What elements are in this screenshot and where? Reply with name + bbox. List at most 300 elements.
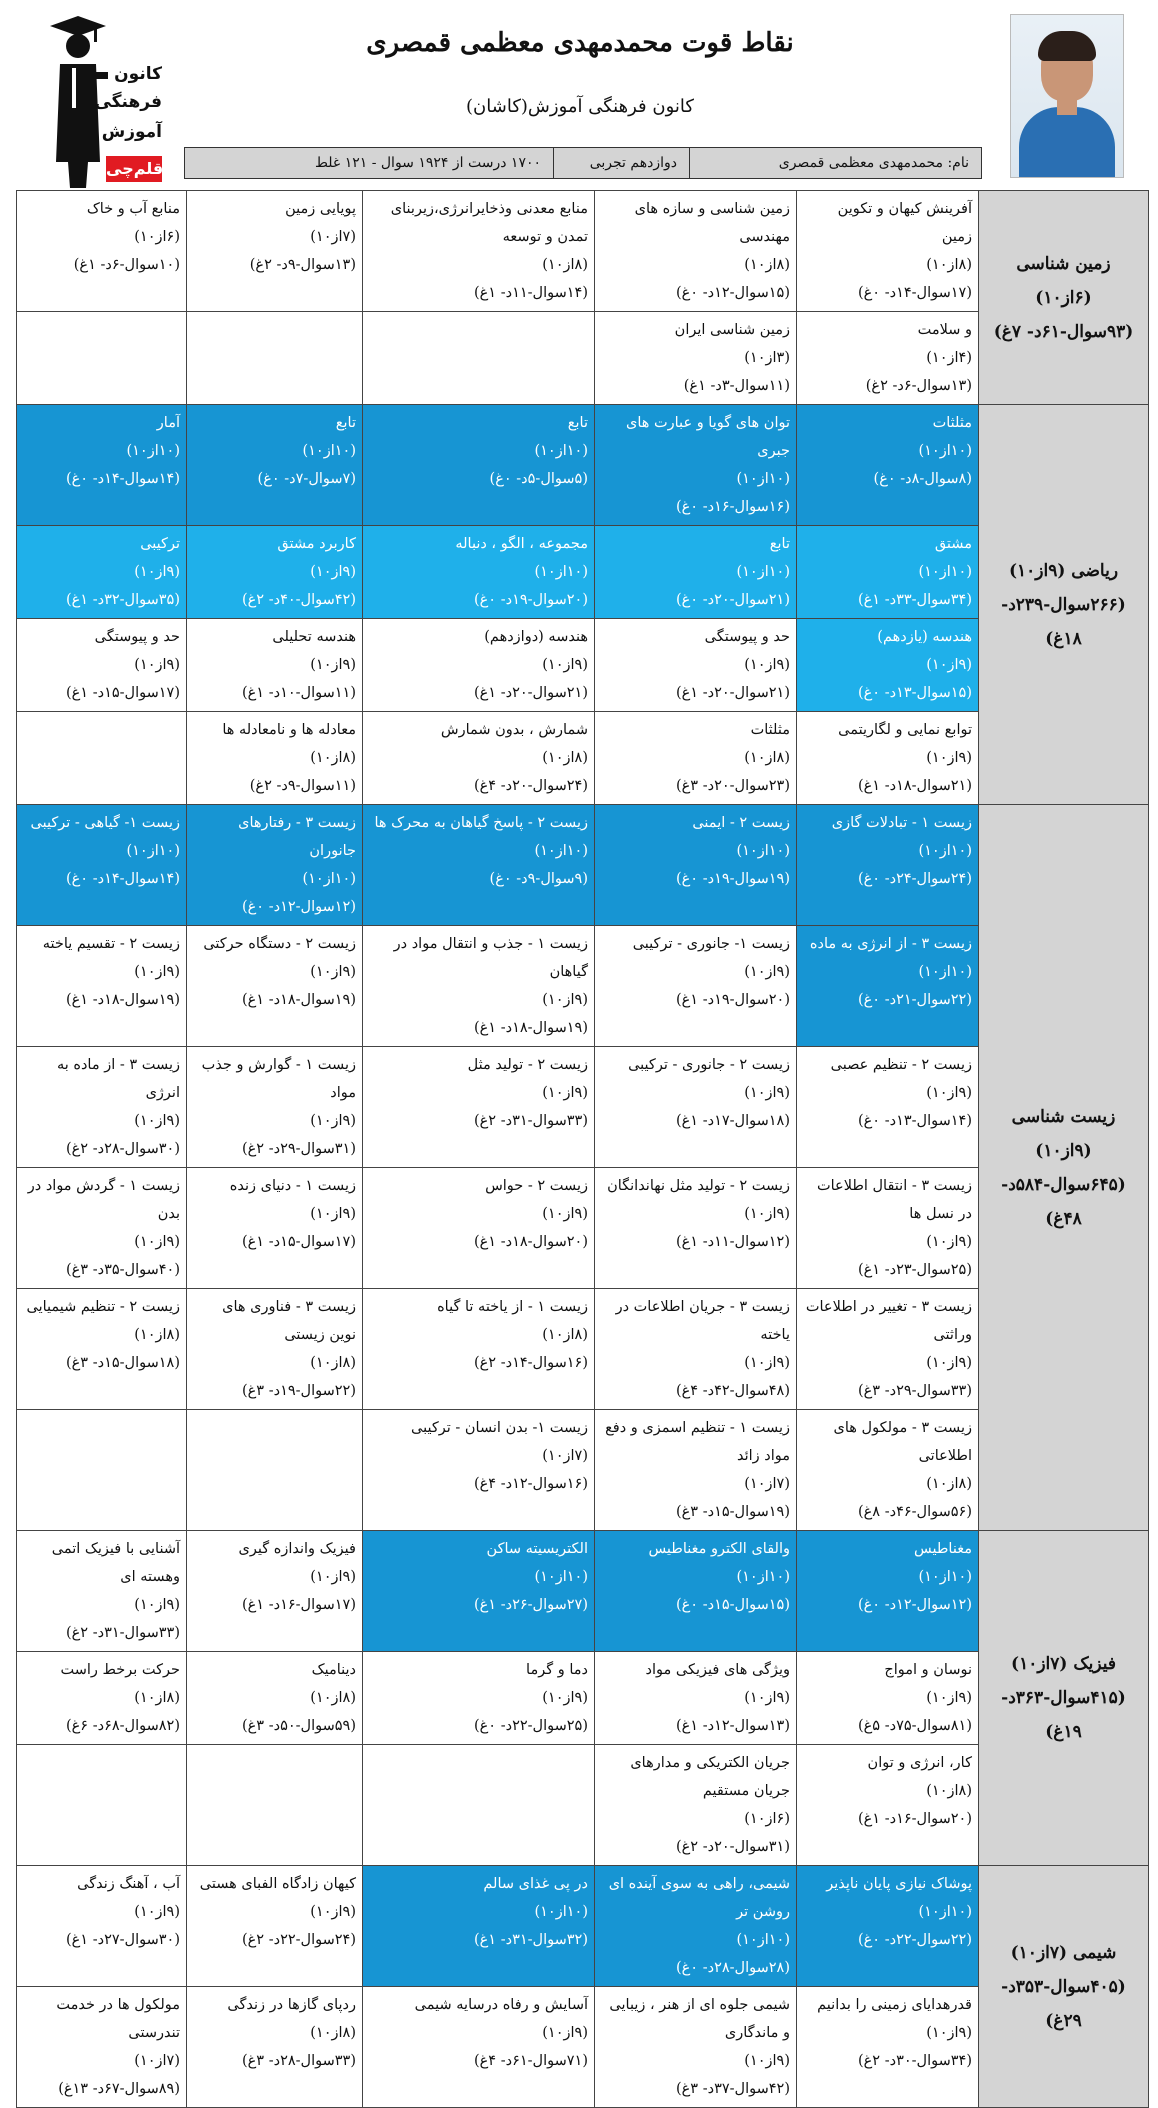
topic-name: زیست ۱ - تبادلات گازی — [831, 815, 972, 831]
topic-cell — [17, 926, 187, 1047]
topic-cell — [797, 1047, 979, 1168]
topic-score: (۹از۱۰) — [926, 2025, 972, 2041]
topic-name: قدرهدایای زمینی را بدانیم — [817, 1997, 972, 2013]
topic-score: (۹از۱۰) — [744, 1206, 790, 1222]
empty-cell — [187, 312, 363, 405]
topic-questions: (۴۲سوال-۳۷د- ۳غ) — [675, 2081, 790, 2097]
topic-cell — [595, 926, 797, 1047]
topic-questions: (۷سوال-۷د- ۰غ) — [257, 471, 356, 487]
topic-cell — [17, 1987, 187, 2108]
topic-name: شیمی جلوه ای از هنر ، زیبایی و ماندگاری — [609, 1997, 790, 2041]
topic-name: تابع — [567, 415, 588, 431]
topic-name: هندسه تحلیلی — [272, 629, 356, 645]
page-title: نقاط قوت محمدمهدی معظمی قمصری — [366, 28, 794, 58]
topic-name: شیمی، راهی به سوی آینده ای روشن تر — [608, 1876, 790, 1920]
subject-stats: (۲۶۶سوال-۲۳۹د- ۱۸غ) — [1001, 594, 1126, 649]
topic-name: زیست ۳ - فناوری های نوین زیستی — [222, 1299, 356, 1343]
topic-cell — [187, 1652, 363, 1745]
topic-questions: (۲۴سوال-۲۰د- ۴غ) — [473, 778, 588, 794]
topic-questions: (۱۳سوال-۶د- ۲غ) — [865, 378, 972, 394]
topic-questions: (۱۹سوال-۱۸د- ۱غ) — [65, 992, 180, 1008]
topic-questions: (۱۲سوال-۱۲د- ۰غ) — [241, 899, 356, 915]
topic-score: (۹از۱۰) — [310, 1206, 356, 1222]
topic-questions: (۲۱سوال-۲۰د- ۱غ) — [473, 685, 588, 701]
topic-name: پویایی زمین — [285, 201, 356, 217]
topic-score: (۹از۱۰) — [744, 1085, 790, 1101]
topic-name: آسایش و رفاه درسایه شیمی — [414, 1997, 588, 2013]
subject-name: ریاضی (۹از۱۰) — [1008, 560, 1119, 581]
topic-questions: (۴۲سوال-۴۰د- ۲غ) — [241, 592, 356, 608]
topic-score: (۱۰از۱۰) — [918, 964, 972, 980]
topic-questions: (۵سوال-۵د- ۰غ) — [489, 471, 588, 487]
topic-name: آب ، آهنگ زندگی — [77, 1876, 180, 1892]
topic-name: معادله ها و نامعادله ها — [222, 722, 356, 738]
table-row — [17, 191, 1149, 312]
topic-score: (۹از۱۰) — [542, 2025, 588, 2041]
subject-stats: (۹۳سوال-۶۱د- ۷غ) — [993, 321, 1134, 342]
topic-cell — [595, 712, 797, 805]
topic-questions: (۱۵سوال-۱۵د- ۰غ) — [675, 1597, 790, 1613]
topic-cell — [595, 526, 797, 619]
topic-cell — [187, 526, 363, 619]
topic-score: (۷از۱۰) — [542, 1448, 588, 1464]
topic-cell — [595, 1987, 797, 2108]
topic-cell — [595, 1745, 797, 1866]
topic-score: (۸از۱۰) — [542, 257, 588, 273]
topic-name: زیست ۲ - دستگاه حرکتی — [203, 936, 356, 952]
topic-cell — [17, 1531, 187, 1652]
empty-cell — [363, 1745, 595, 1866]
topic-score: (۸از۱۰) — [926, 1476, 972, 1492]
topic-cell — [797, 1866, 979, 1987]
subject-header — [979, 805, 1149, 1531]
topic-cell — [595, 405, 797, 526]
topic-questions: (۳۳سوال-۲۹د- ۳غ) — [857, 1383, 972, 1399]
topic-score: (۸از۱۰) — [744, 257, 790, 273]
topic-cell — [595, 191, 797, 312]
topic-questions: (۱۴سوال-۱۴د- ۰غ) — [65, 871, 180, 887]
topic-name: زمین شناسی ایران — [674, 322, 790, 338]
topic-questions: (۲۸سوال-۲۸د- ۰غ) — [675, 1960, 790, 1976]
topic-questions: (۳۳سوال-۲۸د- ۳غ) — [241, 2053, 356, 2069]
topic-questions: (۲۰سوال-۱۶د- ۱غ) — [857, 1811, 972, 1827]
topic-cell — [187, 619, 363, 712]
topic-questions: (۳۰سوال-۲۸د- ۲غ) — [65, 1141, 180, 1157]
topic-name: آفرینش کیهان و تکوین زمین — [837, 201, 972, 245]
topic-name: منابع آب و خاک — [86, 201, 180, 217]
topic-score: (۹از۱۰) — [310, 657, 356, 673]
topic-questions: (۲۱سوال-۲۰د- ۱غ) — [675, 685, 790, 701]
topic-score: (۹از۱۰) — [134, 1904, 180, 1920]
topic-questions: (۱۸سوال-۱۵د- ۳غ) — [65, 1355, 180, 1371]
topic-cell — [595, 1410, 797, 1531]
topic-cell — [187, 1531, 363, 1652]
table-row — [17, 1531, 1149, 1652]
topic-cell — [363, 1866, 595, 1987]
topic-cell — [363, 1168, 595, 1289]
report-header — [0, 0, 1158, 190]
topic-cell — [595, 805, 797, 926]
topic-name: زیست ۱- بدن انسان - ترکیبی — [411, 1420, 588, 1436]
student-info-bar — [184, 147, 982, 179]
topic-name: زیست ۲ - ایمنی — [692, 815, 790, 831]
topic-score: (۱۰از۱۰) — [126, 843, 180, 859]
topic-questions: (۲۰سوال-۱۹د- ۰غ) — [473, 592, 588, 608]
topic-score: (۹از۱۰) — [744, 2053, 790, 2069]
topic-questions: (۸سوال-۸د- ۰غ) — [873, 471, 972, 487]
topic-name: زیست ۲ - تقسیم یاخته — [42, 936, 180, 952]
topic-cell — [17, 405, 187, 526]
topic-score: (۸از۱۰) — [926, 1783, 972, 1799]
topic-score: (۹از۱۰) — [744, 1690, 790, 1706]
topic-name: زیست ۲ - تنظیم عصبی — [830, 1057, 972, 1073]
topic-cell — [187, 712, 363, 805]
topic-cell — [595, 1047, 797, 1168]
topic-name: فیزیک واندازه گیری — [238, 1541, 356, 1557]
topic-questions: (۱۱سوال-۱۰د- ۱غ) — [241, 685, 356, 701]
topic-questions: (۳۳سوال-۳۱د- ۲غ) — [65, 1625, 180, 1641]
topic-cell — [797, 1531, 979, 1652]
topic-score: (۹از۱۰) — [134, 1597, 180, 1613]
topic-score: (۱۰از۱۰) — [534, 843, 588, 859]
topic-score: (۹از۱۰) — [744, 1355, 790, 1371]
logo-line-3: آموزش — [101, 122, 162, 142]
topic-questions: (۸۹سوال-۶۷د- ۱۳غ) — [58, 2081, 180, 2097]
topic-cell — [17, 1047, 187, 1168]
topic-score: (۱۰از۱۰) — [736, 564, 790, 580]
topic-questions: (۱۶سوال-۱۶د- ۰غ) — [675, 499, 790, 515]
topic-name: زیست ۱- جانوری - ترکیبی — [632, 936, 790, 952]
topic-name: ویژگی های فیزیکی مواد — [645, 1662, 790, 1678]
empty-cell — [363, 312, 595, 405]
topic-cell — [363, 1987, 595, 2108]
topic-score: (۱۰از۱۰) — [302, 871, 356, 887]
topic-score: (۸از۱۰) — [744, 750, 790, 766]
topic-cell — [363, 1531, 595, 1652]
topic-cell — [363, 1047, 595, 1168]
topic-score: (۹از۱۰) — [310, 1113, 356, 1129]
topic-name: در پی غذای سالم — [483, 1876, 588, 1892]
topic-questions: (۱۲سوال-۱۱د- ۱غ) — [675, 1234, 790, 1250]
topic-cell — [187, 926, 363, 1047]
topic-cell — [187, 1047, 363, 1168]
topic-cell — [595, 619, 797, 712]
student-grade: دوازدهم تجربی — [553, 148, 689, 178]
topic-questions: (۱۵سوال-۱۲د- ۰غ) — [675, 285, 790, 301]
topic-score: (۸از۱۰) — [134, 1327, 180, 1343]
topic-cell — [797, 1652, 979, 1745]
page-subtitle: کانون فرهنگی آموزش(کاشان) — [466, 96, 694, 117]
topic-questions: (۱۷سوال-۱۶د- ۱غ) — [241, 1597, 356, 1613]
topic-cell — [17, 191, 187, 312]
student-photo — [1010, 14, 1124, 178]
topic-score: (۱۰از۱۰) — [918, 1904, 972, 1920]
topic-name: زیست ۳ - رفتارهای جانوران — [238, 815, 356, 859]
topic-questions: (۱۷سوال-۱۵د- ۱غ) — [241, 1234, 356, 1250]
empty-cell — [187, 1410, 363, 1531]
topic-score: (۶از۱۰) — [134, 229, 180, 245]
subject-name: شیمی (۷از۱۰) — [1010, 1942, 1117, 1963]
topic-questions: (۱۲سوال-۱۲د- ۰غ) — [857, 1597, 972, 1613]
topic-questions: (۱۹سوال-۱۸د- ۱غ) — [241, 992, 356, 1008]
topic-cell — [17, 1289, 187, 1410]
topic-questions: (۲۴سوال-۲۲د- ۲غ) — [241, 1932, 356, 1948]
topic-questions: (۳۱سوال-۲۹د- ۲غ) — [241, 1141, 356, 1157]
topic-name: شمارش ، بدون شمارش — [440, 722, 588, 738]
subject-header — [979, 1866, 1149, 2108]
topic-name: مغناطیس — [914, 1541, 972, 1557]
topic-name: زیست ۲ - جانوری - ترکیبی — [628, 1057, 790, 1073]
topic-name: پوشاک نیازی پایان ناپذیر — [826, 1876, 972, 1892]
table-row — [17, 405, 1149, 526]
topic-questions: (۳۴سوال-۳۳د- ۱غ) — [857, 592, 972, 608]
topic-score: (۸از۱۰) — [926, 257, 972, 273]
topic-name: مثلثات — [750, 722, 790, 738]
topic-questions: (۱۹سوال-۱۹د- ۰غ) — [675, 871, 790, 887]
topic-questions: (۱۱سوال-۹د- ۲غ) — [249, 778, 356, 794]
topic-questions: (۳۴سوال-۳۰د- ۲غ) — [857, 2053, 972, 2069]
kanoon-logo — [44, 10, 164, 182]
topic-cell — [187, 1289, 363, 1410]
topic-name: زیست ۳ - جریان اطلاعات در یاخته — [615, 1299, 790, 1343]
topic-questions: (۱۱سوال-۳د- ۱غ) — [683, 378, 790, 394]
topic-name: زیست ۱ - گوارش و جذب مواد — [201, 1057, 356, 1101]
topic-questions: (۲۲سوال-۱۹د- ۳غ) — [241, 1383, 356, 1399]
topic-name: ترکیبی — [140, 536, 180, 552]
topic-questions: (۱۸سوال-۱۷د- ۱غ) — [675, 1113, 790, 1129]
topic-questions: (۲۰سوال-۱۸د- ۱غ) — [473, 1234, 588, 1250]
topic-questions: (۵۹سوال-۵۰د- ۳غ) — [241, 1718, 356, 1734]
topic-score: (۳از۱۰) — [744, 350, 790, 366]
topic-questions: (۲۲سوال-۲۱د- ۰غ) — [857, 992, 972, 1008]
topic-name: آمار — [156, 415, 180, 431]
topic-score: (۹از۱۰) — [542, 1206, 588, 1222]
empty-cell — [187, 1745, 363, 1866]
topic-questions: (۴۸سوال-۴۲د- ۴غ) — [675, 1383, 790, 1399]
topic-cell — [363, 405, 595, 526]
topic-score: (۷از۱۰) — [744, 1476, 790, 1492]
topic-score: (۱۰از۱۰) — [534, 1904, 588, 1920]
topic-questions: (۳۱سوال-۲۰د- ۲غ) — [675, 1839, 790, 1855]
subject-header — [979, 1531, 1149, 1866]
topic-score: (۱۰از۱۰) — [918, 443, 972, 459]
topic-questions: (۸۲سوال-۶۸د- ۶غ) — [65, 1718, 180, 1734]
student-name: نام: محمدمهدی معظمی قمصری — [689, 148, 981, 178]
topic-score: (۹از۱۰) — [134, 564, 180, 580]
topic-score: (۱۰از۱۰) — [126, 443, 180, 459]
subject-stats: (۴۱۵سوال-۳۶۳د- ۱۹غ) — [1001, 1688, 1126, 1742]
topic-name: زیست ۱ - دنیای زنده — [229, 1178, 356, 1194]
topic-questions: (۲۳سوال-۲۰د- ۳غ) — [675, 778, 790, 794]
topic-score: (۱۰از۱۰) — [302, 443, 356, 459]
topic-questions: (۲۴سوال-۲۴د- ۰غ) — [857, 871, 972, 887]
topic-questions: (۱۶سوال-۱۴د- ۲غ) — [473, 1355, 588, 1371]
topic-name: زمین شناسی و سازه های مهندسی — [634, 201, 790, 245]
topic-cell — [595, 1531, 797, 1652]
topic-questions: (۱۴سوال-۱۱د- ۱غ) — [473, 285, 588, 301]
topic-name: زیست ۱ - جذب و انتقال مواد در گیاهان — [393, 936, 588, 980]
topic-score: (۸از۱۰) — [310, 750, 356, 766]
topic-name: زیست ۲ - تنظیم شیمیایی — [26, 1299, 180, 1315]
topic-cell — [363, 191, 595, 312]
topic-cell — [363, 926, 595, 1047]
topic-questions: (۳۵سوال-۳۲د- ۱غ) — [65, 592, 180, 608]
subject-stats: (۴۰۵سوال-۳۵۳د- ۲۹غ) — [1001, 1976, 1126, 2031]
topic-cell — [797, 1987, 979, 2108]
topic-questions: (۷۱سوال-۶۱د- ۴غ) — [473, 2053, 588, 2069]
topic-questions: (۱۹سوال-۱۵د- ۳غ) — [675, 1504, 790, 1520]
logo-line-2: فرهنگی — [94, 92, 162, 112]
topic-questions: (۲۰سوال-۱۹د- ۱غ) — [675, 992, 790, 1008]
subject-name: زمین شناسی (۶از۱۰) — [1016, 253, 1111, 308]
topic-questions: (۴۰سوال-۳۵د- ۳غ) — [65, 1262, 180, 1278]
topic-name: زیست ۲ - تولید مثل — [467, 1057, 588, 1073]
topic-score: (۹از۱۰) — [134, 1234, 180, 1250]
topic-score: (۱۰از۱۰) — [534, 564, 588, 580]
topic-cell — [595, 1168, 797, 1289]
topic-name: زیست ۳ - از ماده به انرژی — [56, 1057, 180, 1101]
topic-name: زیست ۱- گیاهی - ترکیبی — [30, 815, 180, 831]
topic-score: (۹از۱۰) — [134, 1113, 180, 1129]
subject-header — [979, 405, 1149, 805]
topic-cell — [363, 712, 595, 805]
topic-questions: (۲۷سوال-۲۶د- ۱غ) — [473, 1597, 588, 1613]
topic-name: زیست ۲ - حواس — [485, 1178, 588, 1194]
topic-name: توابع نمایی و لگاریتمی — [838, 722, 972, 738]
topic-cell — [797, 619, 979, 712]
table-row — [17, 805, 1149, 926]
topic-cell — [595, 1866, 797, 1987]
topic-score: (۸از۱۰) — [542, 750, 588, 766]
topic-score: (۹از۱۰) — [310, 1904, 356, 1920]
topic-cell — [797, 1289, 979, 1410]
topic-name: کار، انرژی و توان — [867, 1755, 972, 1771]
subject-name: زیست شناسی (۹از۱۰) — [1011, 1106, 1116, 1161]
topic-name: زیست ۳ - انتقال اطلاعات در نسل ها — [816, 1178, 972, 1222]
topic-questions: (۸۱سوال-۷۵د- ۵غ) — [857, 1718, 972, 1734]
topic-name: زیست ۱ - تنظیم اسمزی و دفع مواد زائد — [605, 1420, 790, 1464]
strengths-table — [16, 190, 1149, 2108]
topic-questions: (۱۷سوال-۱۵د- ۱غ) — [65, 685, 180, 701]
empty-cell — [17, 712, 187, 805]
topic-score: (۹از۱۰) — [134, 964, 180, 980]
topic-score: (۴از۱۰) — [926, 350, 972, 366]
topic-name: حد و پیوستگی — [704, 629, 790, 645]
topic-score: (۱۰از۱۰) — [736, 471, 790, 487]
topic-score: (۷از۱۰) — [134, 2053, 180, 2069]
topic-cell — [797, 312, 979, 405]
topic-cell — [595, 1289, 797, 1410]
topic-questions: (۱۴سوال-۱۴د- ۰غ) — [65, 471, 180, 487]
topic-name: هندسه (دوازدهم) — [484, 629, 588, 645]
topic-score: (۹از۱۰) — [926, 1234, 972, 1250]
topic-cell — [187, 1866, 363, 1987]
topic-name: زیست ۳ - مولکول های اطلاعاتی — [833, 1420, 972, 1464]
topic-name: تابع — [335, 415, 356, 431]
topic-questions: (۱۹سوال-۱۸د- ۱غ) — [473, 1020, 588, 1036]
topic-name: و سلامت — [917, 322, 972, 338]
topic-cell — [595, 312, 797, 405]
topic-score: (۱۰از۱۰) — [736, 1932, 790, 1948]
topic-questions: (۱۷سوال-۱۴د- ۰غ) — [857, 285, 972, 301]
subject-stats: (۶۴۵سوال-۵۸۴د- ۴۸غ) — [1001, 1174, 1126, 1229]
topic-name: حد و پیوستگی — [94, 629, 180, 645]
topic-questions: (۲۵سوال-۲۲د- ۰غ) — [473, 1718, 588, 1734]
topic-score: (۹از۱۰) — [744, 657, 790, 673]
topic-score: (۸از۱۰) — [310, 1355, 356, 1371]
topic-questions: (۲۲سوال-۲۲د- ۰غ) — [857, 1932, 972, 1948]
topic-cell — [797, 712, 979, 805]
topic-cell — [363, 1410, 595, 1531]
topic-name: هندسه (یازدهم) — [877, 629, 972, 645]
topic-score: (۹از۱۰) — [310, 564, 356, 580]
logo-line-1: کانون — [114, 64, 162, 84]
empty-cell — [17, 1745, 187, 1866]
logo-badge: قلم‌چی — [106, 156, 162, 182]
topic-name: آشنایی با فیزیک اتمی وهسته ای — [51, 1541, 180, 1585]
topic-score: (۷از۱۰) — [310, 229, 356, 245]
topic-cell — [797, 805, 979, 926]
topic-score: (۹از۱۰) — [310, 964, 356, 980]
topic-questions: (۲۵سوال-۲۳د- ۱غ) — [857, 1262, 972, 1278]
topic-cell — [17, 1168, 187, 1289]
topic-cell — [363, 526, 595, 619]
topic-score: (۹از۱۰) — [926, 657, 972, 673]
topic-cell — [17, 619, 187, 712]
subject-header — [979, 191, 1149, 405]
topic-name: والقای الکترو مغناطیس — [648, 1541, 790, 1557]
topic-cell — [363, 805, 595, 926]
topic-cell — [17, 1652, 187, 1745]
topic-name: مولکول ها در خدمت تندرستی — [56, 1997, 180, 2041]
topic-score: (۹از۱۰) — [310, 1569, 356, 1585]
topic-name: مجموعه ، الگو ، دنباله — [455, 536, 588, 552]
topic-score: (۹از۱۰) — [542, 1085, 588, 1101]
topic-name: زیست ۱ - گردش مواد در بدن — [27, 1178, 180, 1222]
topic-cell — [797, 526, 979, 619]
topic-questions: (۱۰سوال-۶د- ۱غ) — [73, 257, 180, 273]
topic-questions: (۱۳سوال-۱۲د- ۱غ) — [675, 1718, 790, 1734]
topic-score: (۸از۱۰) — [134, 1690, 180, 1706]
topic-score: (۸از۱۰) — [310, 2025, 356, 2041]
empty-cell — [17, 312, 187, 405]
topic-score: (۹از۱۰) — [134, 657, 180, 673]
topic-questions: (۲۱سوال-۱۸د- ۱غ) — [857, 778, 972, 794]
topic-name: دینامیک — [311, 1662, 356, 1678]
topic-name: حرکت برخط راست — [60, 1662, 180, 1678]
topic-score: (۹از۱۰) — [542, 1690, 588, 1706]
topic-name: تابع — [769, 536, 790, 552]
topic-cell — [797, 1745, 979, 1866]
topic-name: مثلثات — [932, 415, 972, 431]
topic-score: (۹از۱۰) — [926, 750, 972, 766]
topic-score: (۸از۱۰) — [310, 1690, 356, 1706]
topic-cell — [363, 619, 595, 712]
topic-name: الکتریسیته ساکن — [486, 1541, 588, 1557]
topic-score: (۹از۱۰) — [744, 964, 790, 980]
topic-cell — [187, 805, 363, 926]
topic-name: دما و گرما — [526, 1662, 588, 1678]
topic-name: نوسان و امواج — [884, 1662, 972, 1678]
topic-questions: (۱۳سوال-۹د- ۲غ) — [249, 257, 356, 273]
topic-cell — [797, 405, 979, 526]
topic-score: (۶از۱۰) — [744, 1811, 790, 1827]
topic-cell — [797, 1168, 979, 1289]
topic-cell — [363, 1289, 595, 1410]
table-row — [17, 1866, 1149, 1987]
topic-cell — [595, 1652, 797, 1745]
topic-questions: (۵۶سوال-۴۶د- ۸غ) — [857, 1504, 972, 1520]
